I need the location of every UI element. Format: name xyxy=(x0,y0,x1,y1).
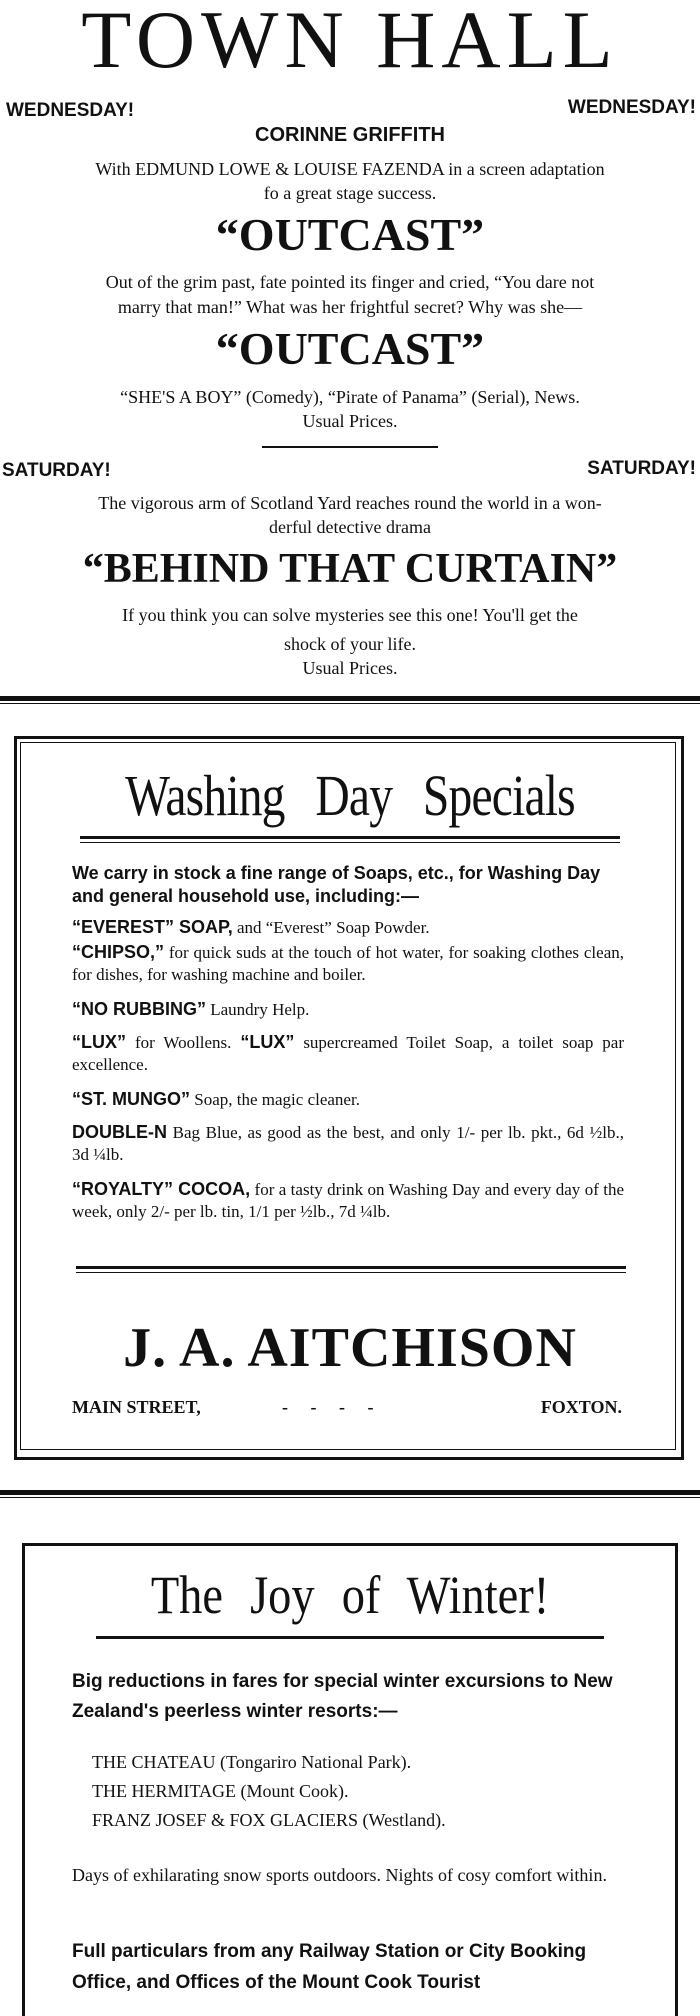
saturday-line-2: derful detective drama xyxy=(269,517,431,537)
saturday-left: SATURDAY! xyxy=(2,460,111,481)
item-name: “CHIPSO,” xyxy=(72,942,165,962)
item-desc: for quick suds at the touch of hot water, for soaking clothes clean, for dishes, for washing machine and boiler. xyxy=(72,943,624,984)
divider xyxy=(262,446,438,448)
winter-resort-2: THE HERMITAGE (Mount Cook). xyxy=(92,1781,349,1801)
mystery-line-2: shock of your life. xyxy=(284,634,416,654)
item-name-2: “LUX” xyxy=(240,1032,295,1052)
item-name: “LUX” xyxy=(72,1032,126,1052)
washing-intro: We carry in stock a fine range of Soaps, etc., for Washing Day and general household use, including:— xyxy=(72,863,601,906)
item-desc: for a tasty drink on Washing Day and every day of the week, only 2/- per lb. tin, 1/1 per ½lb., 7d ¼lb. xyxy=(72,1180,625,1221)
item-desc-2: supercreamed Toilet Soap, a toilet soap par excellence. xyxy=(72,1033,625,1074)
washing-item-lux xyxy=(72,1031,624,1076)
winter-particulars: Full particulars from any Railway Station or City Booking Office, and Offices of the Mount Cook Tourist xyxy=(72,1941,587,1993)
ad-separator-2-thin xyxy=(0,1497,700,1498)
feature-title-outcast-2: “OUTCAST” xyxy=(215,323,485,374)
item-name: “ROYALTY” COCOA, xyxy=(72,1179,251,1199)
support-program: “SHE'S A BOY” (Comedy), “Pirate of Panama” (Serial), News. xyxy=(120,387,580,407)
washing-item-no-rubbing xyxy=(72,998,624,1021)
item-desc: Soap, the magic cleaner. xyxy=(194,1090,360,1109)
ad-separator xyxy=(0,696,700,701)
item-desc: and “Everest” Soap Powder. xyxy=(236,918,430,937)
feature-title-curtain: “BEHIND THAT CURTAIN” xyxy=(82,546,618,592)
washing-title-rule xyxy=(80,836,620,839)
washing-item-double-n xyxy=(72,1121,624,1166)
winter-resort-3: FRANZ JOSEF & FOX GLACIERS (Westland). xyxy=(92,1810,446,1830)
item-name: “NO RUBBING” xyxy=(72,999,206,1019)
wednesday-left: WEDNESDAY! xyxy=(6,100,135,121)
merchant-street: MAIN STREET, xyxy=(72,1397,201,1417)
item-name: “ST. MUNGO” xyxy=(72,1089,191,1109)
winter-title-rule xyxy=(96,1636,604,1639)
feature-title-outcast-1: “OUTCAST” xyxy=(215,209,485,260)
merchant-town: FOXTON. xyxy=(540,1397,622,1417)
item-desc: Laundry Help. xyxy=(210,1000,310,1019)
item-name: DOUBLE-N xyxy=(72,1122,167,1142)
plot-line-1: Out of the grim past, fate pointed its finger and cried, “You dare not xyxy=(105,272,595,292)
address-dashes: - - - - xyxy=(282,1397,374,1417)
item-desc: for Woollens. xyxy=(134,1033,232,1052)
saturday-line-1: The vigorous arm of Scotland Yard reaches round the world in a won- xyxy=(98,493,602,513)
usual-prices-2: Usual Prices. xyxy=(302,658,398,678)
town-hall-title: TOWN HALL xyxy=(81,0,619,85)
merchant-rule-thin xyxy=(76,1272,626,1273)
washing-item-st-mungo xyxy=(72,1088,624,1111)
washing-item-royalty-cocoa xyxy=(72,1178,624,1223)
merchant-rule xyxy=(76,1266,626,1269)
washing-title-rule-thin xyxy=(80,842,620,843)
winter-resort-1: THE CHATEAU (Tongariro National Park). xyxy=(92,1752,412,1772)
item-desc: Bag Blue, as good as the best, and only 1/- per lb. pkt., 6d ½lb., 3d ¼lb. xyxy=(72,1123,625,1164)
washing-item-everest xyxy=(72,916,624,939)
with-line-1: With EDMUND LOWE & LOUISE FAZENDA in a screen adaptation xyxy=(95,159,605,179)
washing-title: Washing Day Specials xyxy=(125,763,575,828)
winter-days: Days of exhilarating snow sports outdoors. Nights of cosy comfort within. xyxy=(72,1865,607,1885)
plot-line-2: marry that man!” What was her frightful secret? Why was she— xyxy=(117,297,583,317)
star-name: CORINNE GRIFFITH xyxy=(255,124,445,146)
saturday-right: SATURDAY! xyxy=(587,458,696,479)
winter-title: The Joy of Winter! xyxy=(150,1565,550,1625)
mystery-line-1: If you think you can solve mysteries see this one! You'll get the xyxy=(122,605,578,625)
with-line-2: fo a great stage success. xyxy=(263,183,437,203)
wednesday-right: WEDNESDAY! xyxy=(567,97,696,118)
item-name: “EVEREST” SOAP, xyxy=(72,917,233,937)
winter-intro: Big reductions in fares for special winter excursions to New Zealand's peerless winter resorts:— xyxy=(72,1671,613,1722)
ad-separator-2 xyxy=(0,1490,700,1495)
usual-prices-1: Usual Prices. xyxy=(302,411,398,431)
washing-items-list xyxy=(72,916,624,1223)
merchant-name: J. A. AITCHISON xyxy=(123,1317,577,1379)
ad-separator-thin xyxy=(0,703,700,704)
washing-item-chipso xyxy=(72,941,624,986)
